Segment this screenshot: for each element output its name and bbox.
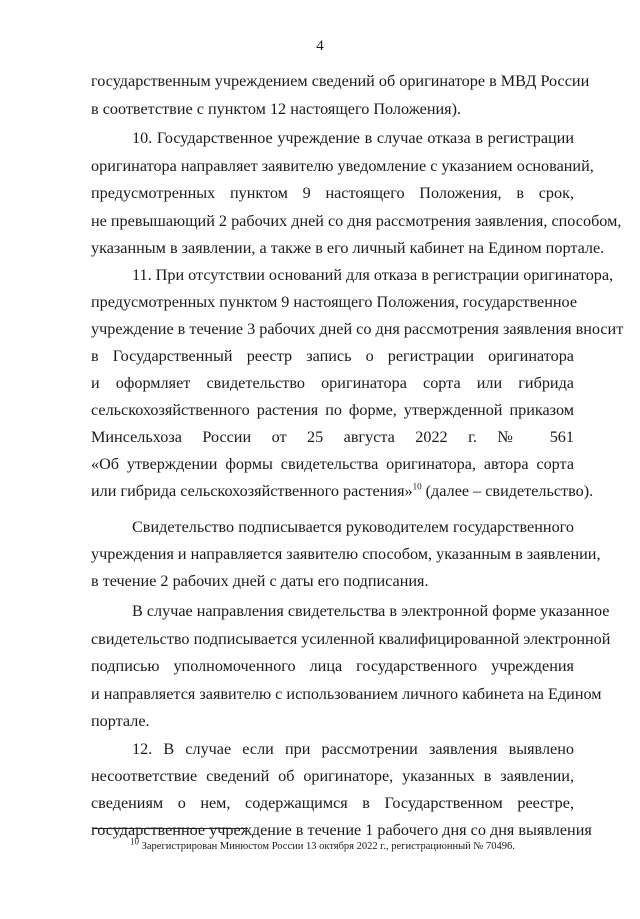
text-line: 12. В случае если при рассмотрении заявления выявлено	[132, 740, 574, 758]
text-line: государственное учреждение в течение 1 рабочего дня со дня выявления	[91, 821, 592, 839]
footnote	[130, 836, 515, 852]
text-line: указанным в заявлении, а также в его личный кабинет на Едином портале.	[91, 239, 605, 257]
text-fragment: или гибрида сельскохозяйственного растения»	[91, 482, 413, 500]
text-line: в Государственный реестр запись о регистрации оригинатора	[91, 347, 574, 365]
text-line: Минсельхоза России от 25 августа 2022 г. № 561	[91, 428, 574, 446]
text-line: и оформляет свидетельство оригинатора сорта или гибрида	[91, 374, 574, 392]
text-line: предусмотренных пунктом 9 настоящего Положения, в срок,	[91, 184, 574, 202]
page-number: 4	[316, 38, 324, 54]
footnote-reference: 10	[412, 481, 422, 492]
text-line: учреждения и направляется заявителю способом, указанным в заявлении,	[91, 545, 601, 563]
text-line: Свидетельство подписывается руководителем государственного	[132, 518, 574, 536]
text-line: государственным учреждением сведений об оригинаторе в МВД России	[91, 72, 590, 90]
text-line: свидетельство подписывается усиленной квалифицированной электронной	[91, 630, 611, 648]
text-line: учреждение в течение 3 рабочих дней со дня рассмотрения заявления вносит	[91, 320, 624, 338]
text-line: оригинатора направляет заявителю уведомление с указанием оснований,	[91, 157, 594, 175]
text-line: 10. Государственное учреждение в случае отказа в регистрации	[132, 129, 574, 147]
text-line: не превышающий 2 рабочих дней со дня рассмотрения заявления, способом,	[91, 212, 622, 230]
text-line: «Об утверждении формы свидетельства оригинатора, автора сорта	[91, 455, 574, 473]
text-line: подписью уполномоченного лица государственного учреждения	[91, 657, 574, 675]
text-line: сельскохозяйственного растения по форме, утвержденной приказом	[91, 401, 574, 419]
text-line: 11. При отсутствии оснований для отказа в регистрации оригинатора,	[132, 266, 614, 284]
footnote-separator	[92, 828, 248, 829]
text-line: портале.	[91, 712, 150, 730]
text-line: в течение 2 рабочих дней с даты его подписания.	[91, 572, 429, 590]
footnote-mark: 10	[130, 836, 139, 847]
text-line: в соответствие с пунктом 12 настоящего Положения).	[91, 100, 462, 118]
text-line	[91, 481, 593, 501]
text-line: В случае направления свидетельства в электронной форме указанное	[132, 602, 610, 620]
text-line: несоответствие сведений об оригинаторе, указанных в заявлении,	[91, 767, 574, 785]
text-line: предусмотренных пунктом 9 настоящего Положения, государственное	[91, 293, 578, 311]
text-line: сведениям о нем, содержащимся в Государственном реестре,	[91, 794, 574, 812]
footnote-text: Зарегистрирован Минюстом России 13 октября 2022 г., регистрационный № 70496.	[139, 841, 515, 852]
text-fragment: (далее – свидетельство).	[421, 482, 594, 500]
text-line: и направляется заявителю с использованием личного кабинета на Едином	[91, 685, 602, 703]
